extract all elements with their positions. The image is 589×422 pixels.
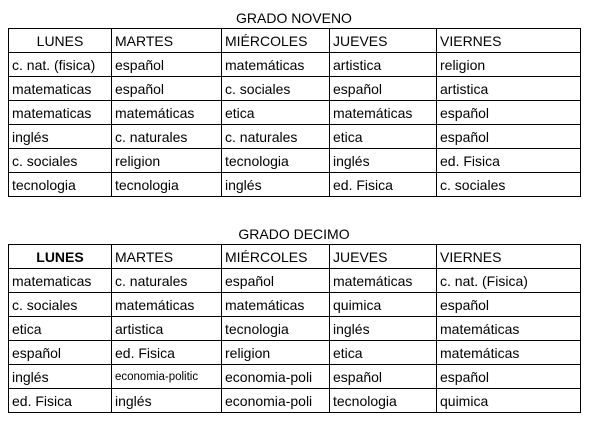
- table-row: [9, 53, 581, 77]
- table-row: [9, 365, 581, 389]
- table-cell: matemáticas: [112, 101, 222, 125]
- table-cell: artistica: [112, 317, 222, 341]
- table-cell: religion: [437, 53, 581, 77]
- header-cell-jueves: JUEVES: [330, 29, 437, 53]
- table-cell: español: [222, 269, 330, 293]
- table-cell: c. sociales: [437, 173, 581, 197]
- table-cell: tecnologia: [222, 317, 330, 341]
- table-cell: ed. Fisica: [437, 149, 581, 173]
- table-cell: matemáticas: [437, 341, 581, 365]
- table-row: [9, 125, 581, 149]
- table-cell: español: [112, 77, 222, 101]
- table-cell: tecnologia: [9, 173, 112, 197]
- table-cell: c. nat. (fisica): [9, 53, 112, 77]
- table-row: [9, 317, 581, 341]
- table-cell: ed. Fisica: [112, 341, 222, 365]
- table-cell: español: [330, 77, 437, 101]
- table-cell: c. nat. (Fisica): [437, 269, 581, 293]
- table-cell: inglés: [222, 173, 330, 197]
- table-cell: inglés: [112, 389, 222, 413]
- table-cell: c. naturales: [222, 125, 330, 149]
- table-cell: matematicas: [9, 77, 112, 101]
- table-cell: etica: [330, 341, 437, 365]
- header-cell-miercoles: MIÉRCOLES: [222, 245, 330, 269]
- table-cell: español: [112, 53, 222, 77]
- table-cell: español: [330, 365, 437, 389]
- table-cell: economia-poli: [222, 389, 330, 413]
- table-cell: religion: [112, 149, 222, 173]
- table-cell: inglés: [9, 125, 112, 149]
- table-cell: inglés: [330, 149, 437, 173]
- table-row: [9, 341, 581, 365]
- table-cell: etica: [222, 101, 330, 125]
- table-cell: español: [437, 293, 581, 317]
- table-cell: tecnologia: [330, 389, 437, 413]
- table-cell: c. sociales: [9, 293, 112, 317]
- schedule-title-noveno: GRADO NOVENO: [236, 10, 352, 26]
- table-cell: quimica: [437, 389, 581, 413]
- table-cell: tecnologia: [222, 149, 330, 173]
- table-cell: religion: [222, 341, 330, 365]
- table-cell: artistica: [437, 77, 581, 101]
- table-cell: español: [9, 341, 112, 365]
- table-cell: inglés: [9, 365, 112, 389]
- table-cell: artistica: [330, 53, 437, 77]
- table-row: [9, 173, 581, 197]
- table-cell: tecnologia: [112, 173, 222, 197]
- table-cell: ed. Fisica: [9, 389, 112, 413]
- header-cell-viernes: VIERNES: [437, 245, 581, 269]
- table-cell: ed. Fisica: [330, 173, 437, 197]
- table-cell: matemáticas: [330, 101, 437, 125]
- header-cell-martes: MARTES: [112, 245, 222, 269]
- header-row: [9, 245, 581, 269]
- table-row: [9, 101, 581, 125]
- header-cell-viernes: VIERNES: [437, 29, 581, 53]
- header-cell-lunes: LUNES: [9, 29, 112, 53]
- schedule-table-noveno: [8, 28, 581, 197]
- header-cell-miercoles: MIÉRCOLES: [222, 29, 330, 53]
- table-row: [9, 77, 581, 101]
- table-row: [9, 293, 581, 317]
- table-row: [9, 389, 581, 413]
- schedule-decimo: [8, 224, 580, 413]
- header-cell-lunes: LUNES: [9, 245, 112, 269]
- table-cell: etica: [330, 125, 437, 149]
- table-cell: español: [437, 365, 581, 389]
- header-row: [9, 29, 581, 53]
- table-cell: español: [437, 125, 581, 149]
- schedule-title-decimo: GRADO DECIMO: [238, 226, 350, 242]
- table-cell: c. sociales: [222, 77, 330, 101]
- table-cell: matemáticas: [437, 317, 581, 341]
- table-cell: matemáticas: [222, 293, 330, 317]
- table-cell: quimica: [330, 293, 437, 317]
- table-cell: matematicas: [9, 101, 112, 125]
- schedule-noveno: [8, 8, 580, 197]
- header-cell-jueves: JUEVES: [330, 245, 437, 269]
- table-cell: matemáticas: [330, 269, 437, 293]
- table-row: [9, 269, 581, 293]
- schedule-table-decimo: [8, 244, 581, 413]
- table-cell: inglés: [330, 317, 437, 341]
- table-cell: c. naturales: [112, 269, 222, 293]
- table-cell: matematicas: [9, 269, 112, 293]
- table-row: [9, 149, 581, 173]
- table-cell: matemáticas: [112, 293, 222, 317]
- table-cell: economia-poli: [222, 365, 330, 389]
- header-cell-martes: MARTES: [112, 29, 222, 53]
- table-cell: etica: [9, 317, 112, 341]
- table-cell: español: [437, 101, 581, 125]
- table-cell: c. naturales: [112, 125, 222, 149]
- table-cell: economia-politic: [112, 365, 222, 389]
- table-cell: matemáticas: [222, 53, 330, 77]
- table-cell: c. sociales: [9, 149, 112, 173]
